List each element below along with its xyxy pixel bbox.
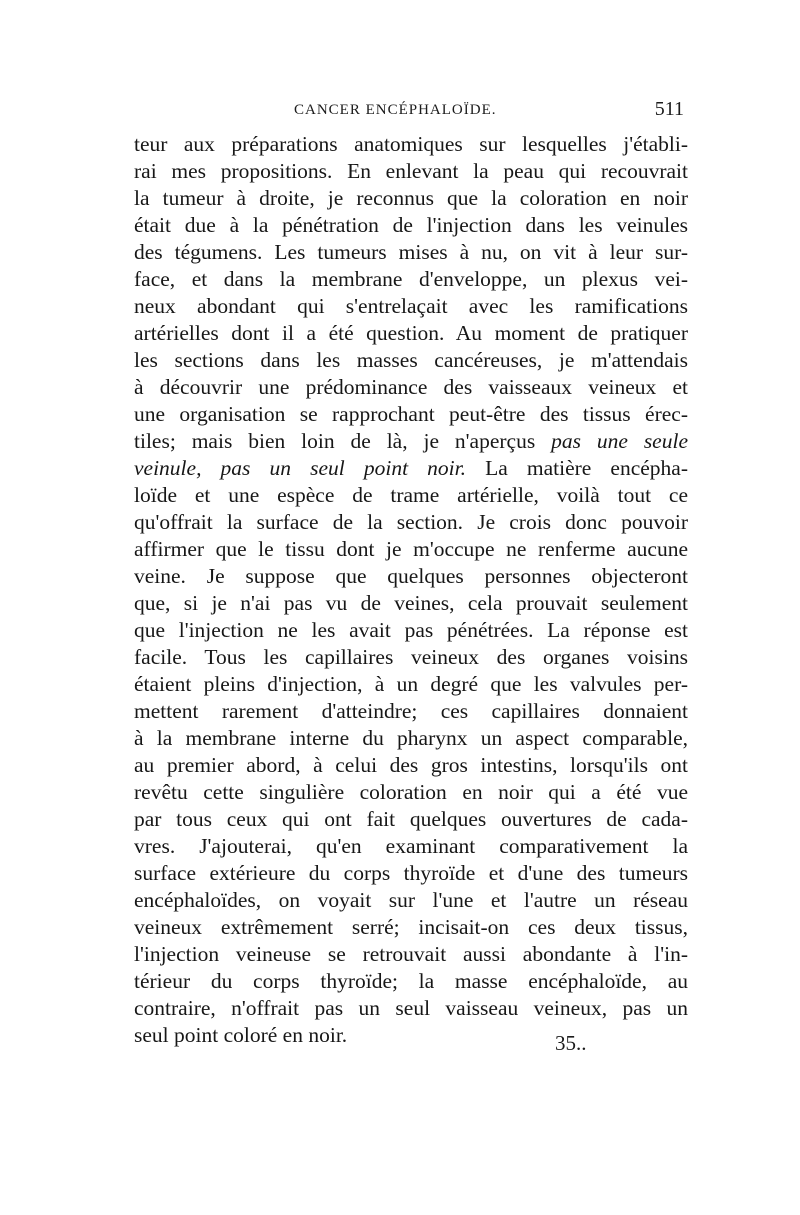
text-line — [134, 266, 688, 293]
line-text: facile. Tous les capillaires veineux des organes voisins — [134, 645, 688, 669]
text-line — [134, 482, 688, 509]
text-line — [134, 968, 688, 995]
line-text: veineux extrêmement serré; incisait-on ces deux tissus, — [134, 915, 688, 939]
line-text: térieur du corps thyroïde; la masse encéphaloïde, au — [134, 969, 688, 993]
line-text: que, si je n'ai pas vu de veines, cela prouvait seulement — [134, 591, 688, 615]
line-text: les sections dans les masses cancéreuses, je m'attendais — [134, 348, 688, 372]
line-text: neux abondant qui s'entrelaçait avec les ramifications — [134, 294, 688, 318]
text-line — [134, 833, 688, 860]
line-text: contraire, n'offrait pas un seul vaisseau veineux, pas un — [134, 996, 688, 1020]
line-text: l'injection veineuse se retrouvait aussi abondante à l'in- — [134, 942, 688, 966]
text-line — [134, 455, 688, 482]
text-line — [134, 158, 688, 185]
text-line — [134, 563, 688, 590]
text-line — [134, 536, 688, 563]
italic-phrase: veinule, pas un seul point noir. — [134, 456, 466, 480]
text-line — [134, 698, 688, 725]
line-text: loïde et une espèce de trame artérielle, voilà tout ce — [134, 483, 688, 507]
line-text: surface extérieure du corps thyroïde et d'une des tumeurs — [134, 861, 688, 885]
text-line — [134, 212, 688, 239]
line-text: teur aux préparations anatomiques sur lesquelles j'établi- — [134, 132, 688, 156]
signature-mark: 35.. — [555, 1031, 587, 1055]
line-text: mettent rarement d'atteindre; ces capillaires donnaient — [134, 699, 688, 723]
text-line — [134, 995, 688, 1022]
text-line — [134, 1022, 688, 1049]
text-line — [134, 941, 688, 968]
text-line — [134, 671, 688, 698]
line-text: par tous ceux qui ont fait quelques ouvertures de cada- — [134, 807, 688, 831]
line-text: que l'injection ne les avait pas pénétrées. La réponse est — [134, 618, 688, 642]
text-line — [134, 590, 688, 617]
line-text: rai mes propositions. En enlevant la peau qui recouvrait — [134, 159, 688, 183]
line-text: encéphaloïdes, on voyait sur l'une et l'autre un réseau — [134, 888, 688, 912]
text-line — [134, 347, 688, 374]
text-line — [134, 320, 688, 347]
text-line — [134, 374, 688, 401]
line-text: vres. J'ajouterai, qu'en examinant comparativement la — [134, 834, 688, 858]
text-line — [134, 752, 688, 779]
line-text: tiles; mais bien loin de là, je n'aperçus — [134, 429, 552, 453]
text-line — [134, 428, 688, 455]
text-line — [134, 293, 688, 320]
text-line — [134, 644, 688, 671]
line-text: affirmer que le tissu dont je m'occupe ne renferme aucune — [134, 537, 688, 561]
line-text: étaient pleins d'injection, à un degré que les valvules per- — [134, 672, 688, 696]
text-line — [134, 887, 688, 914]
line-text: une organisation se rapprochant peut-être des tissus érec- — [134, 402, 688, 426]
line-text: au premier abord, à celui des gros intestins, lorsqu'ils ont — [134, 753, 688, 777]
body-text — [134, 131, 688, 1049]
line-text: à la membrane interne du pharynx un aspect comparable, — [134, 726, 688, 750]
line-text: était due à la pénétration de l'injection dans les veinules — [134, 213, 688, 237]
line-text: seul point coloré en noir. — [134, 1023, 348, 1047]
text-line — [134, 401, 688, 428]
line-text: la tumeur à droite, je reconnus que la coloration en noir — [134, 186, 688, 210]
line-text: des tégumens. Les tumeurs mises à nu, on vit à leur sur- — [134, 240, 688, 264]
running-title: CANCER ENCÉPHALOÏDE. — [294, 102, 497, 118]
line-text: qu'offrait la surface de la section. Je crois donc pouvoir — [134, 510, 688, 534]
italic-phrase: pas une seule — [551, 429, 688, 453]
line-text: La matière encépha- — [465, 456, 688, 480]
text-line — [134, 509, 688, 536]
line-text: veine. Je suppose que quelques personnes objecteront — [134, 564, 688, 588]
text-line — [134, 131, 688, 158]
text-line — [134, 914, 688, 941]
line-text: à découvrir une prédominance des vaisseaux veineux et — [134, 375, 688, 399]
text-line — [134, 860, 688, 887]
page-number: 511 — [654, 98, 684, 120]
line-text: artérielles dont il a été question. Au moment de pratiquer — [134, 321, 688, 345]
text-line — [134, 779, 688, 806]
text-line — [134, 185, 688, 212]
text-line — [134, 806, 688, 833]
line-text: revêtu cette singulière coloration en noir qui a été vue — [134, 780, 688, 804]
text-line — [134, 239, 688, 266]
text-line — [134, 617, 688, 644]
line-text: face, et dans la membrane d'enveloppe, un plexus vei- — [134, 267, 688, 291]
text-line — [134, 725, 688, 752]
page-header — [134, 98, 684, 128]
